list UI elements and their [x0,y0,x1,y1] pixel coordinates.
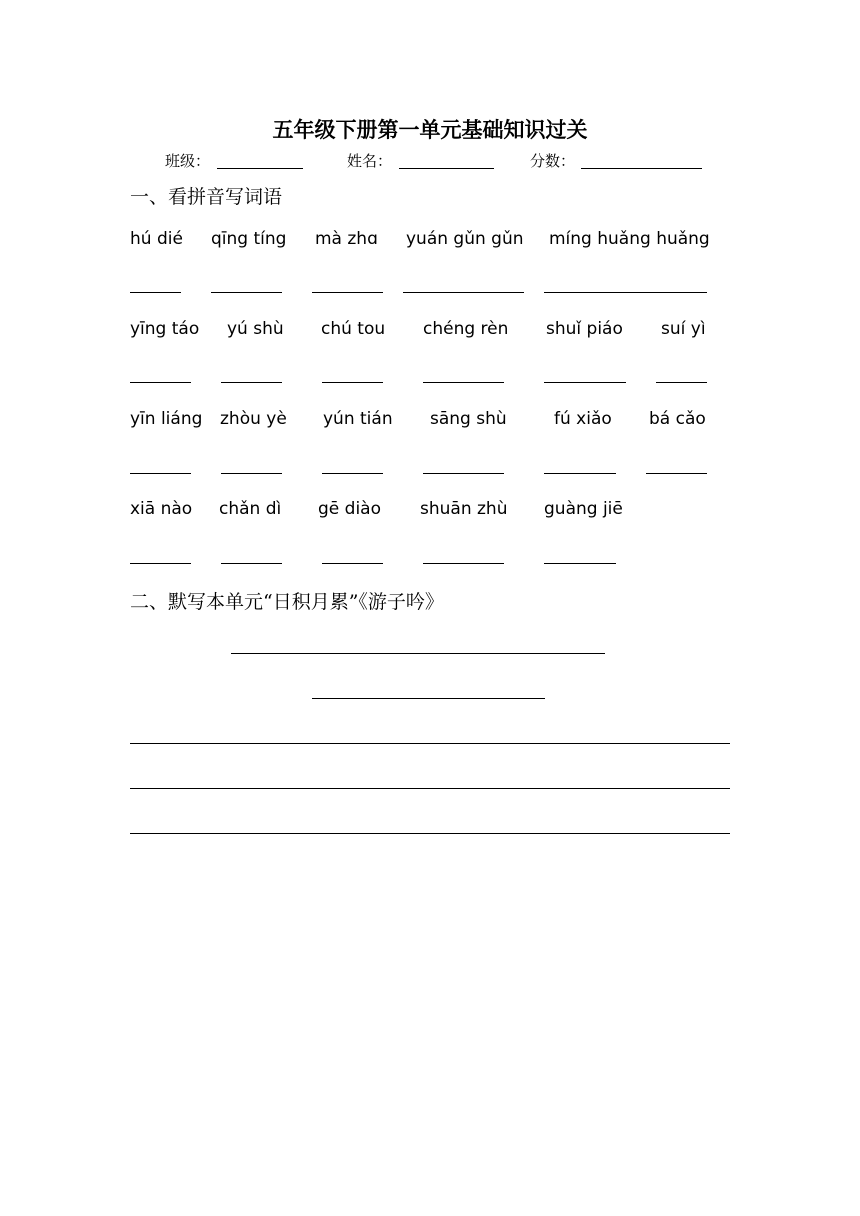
answer-blank[interactable] [322,473,383,474]
answer-blank[interactable] [221,563,282,564]
answer-blank[interactable] [646,473,707,474]
pinyin-item: yú shù [227,319,284,339]
answer-blank[interactable] [423,473,504,474]
class-field[interactable] [217,168,303,169]
pinyin-item: míng huǎng huǎng [549,229,710,249]
answer-blank[interactable] [130,473,191,474]
pinyin-item: yīng táo [130,319,200,339]
name-field[interactable] [399,168,494,169]
answer-blank[interactable] [130,563,191,564]
pinyin-item: suí yì [661,319,706,339]
answer-blank[interactable] [322,563,383,564]
pinyin-item: sāng shù [430,409,507,429]
answer-blank[interactable] [130,292,181,293]
answer-blank[interactable] [322,382,383,383]
answer-blank[interactable] [423,563,504,564]
answer-blank[interactable] [211,292,282,293]
pinyin-item: gē diào [318,499,381,519]
answer-blank[interactable] [656,382,707,383]
poem-title-line[interactable] [231,653,605,654]
poem-line-2[interactable] [130,788,730,789]
section-1-heading: 一、看拼音写词语 [130,186,283,208]
answer-blank[interactable] [221,473,282,474]
answer-blank[interactable] [544,473,616,474]
class-label: 班级： [165,152,211,170]
answer-blank[interactable] [544,563,616,564]
score-field[interactable] [581,168,702,169]
pinyin-item: chú tou [321,319,386,339]
pinyin-item: chéng rèn [423,319,509,339]
pinyin-item: guàng jiē [544,499,623,519]
answer-blank[interactable] [544,292,707,293]
pinyin-item: shuān zhù [420,499,508,519]
pinyin-item: mà zhɑ [315,229,378,249]
pinyin-item: yuán gǔn gǔn [406,229,524,249]
poem-line-3[interactable] [130,833,730,834]
pinyin-item: zhòu yè [220,409,287,429]
answer-blank[interactable] [544,382,626,383]
pinyin-item: chǎn dì [219,499,282,519]
answer-blank[interactable] [221,382,282,383]
answer-blank[interactable] [423,382,504,383]
score-label: 分数： [530,152,576,170]
pinyin-item: yīn liáng [130,409,203,429]
answer-blank[interactable] [403,292,524,293]
section-2-heading: 二、默写本单元“日积月累”《游子吟》 [130,591,444,613]
answer-blank[interactable] [312,292,383,293]
pinyin-item: xiā nào [130,499,193,519]
pinyin-item: fú xiǎo [554,409,612,429]
pinyin-item: yún tián [323,409,393,429]
poem-line-1[interactable] [130,743,730,744]
pinyin-item: qīng tíng [211,229,287,249]
answer-blank[interactable] [130,382,191,383]
pinyin-item: shuǐ piáo [546,319,623,339]
pinyin-item: bá cǎo [649,409,706,429]
pinyin-item: hú dié [130,229,183,249]
page-title: 五年级下册第一单元基础知识过关 [272,118,588,142]
poem-author-line[interactable] [312,698,545,699]
name-label: 姓名： [347,152,393,170]
